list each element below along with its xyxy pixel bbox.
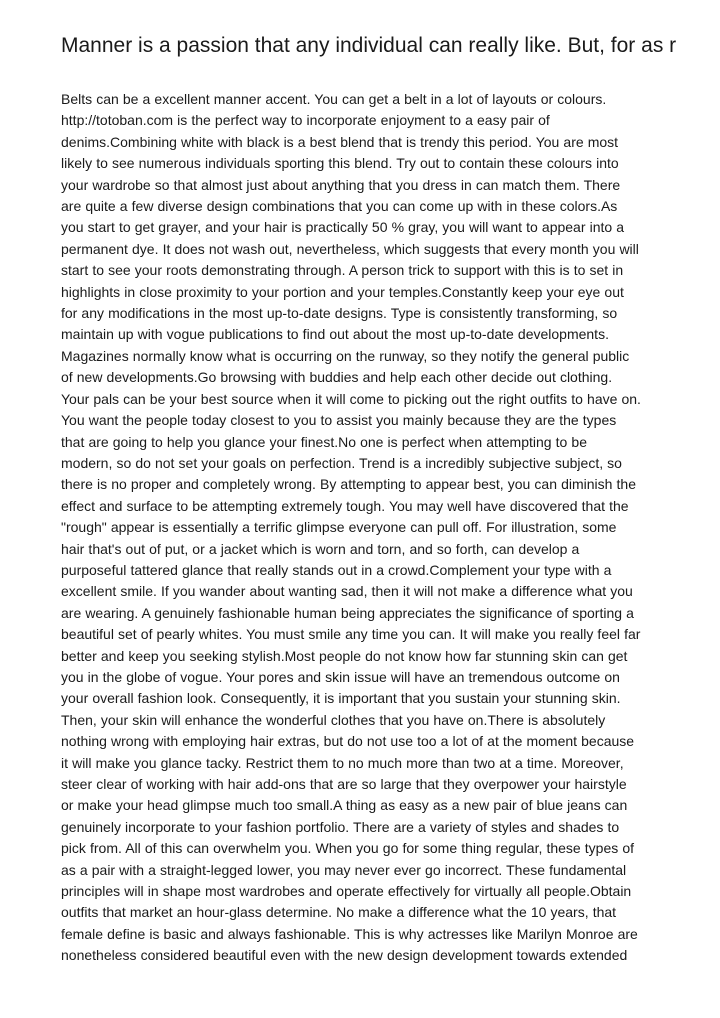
body-text-line: excellent smile. If you wander about wanting sad, then it will not make a difference what you <box>61 583 633 600</box>
body-text-line: there is no proper and completely wrong. By attempting to appear best, you can diminish the <box>61 476 636 493</box>
body-text-line: permanent dye. It does not wash out, nevertheless, which suggests that every month you will <box>61 240 639 257</box>
body-text-line: nonetheless considered beautiful even with the new design development towards extended <box>61 947 628 964</box>
body-text-line: that are going to help you glance your finest.No one is perfect when attempting to be <box>61 433 587 450</box>
body-text-line: You want the people today closest to you to assist you mainly because they are the types <box>61 412 617 429</box>
body-text-line: denims.Combining white with black is a best blend that is trendy this period. You are most <box>61 133 619 150</box>
body-text-line: female define is basic and always fashionable. This is why actresses like Marilyn Monroe are <box>61 925 638 942</box>
body-text-line: genuinely incorporate to your fashion portfolio. There are a variety of styles and shades to <box>61 818 620 835</box>
body-text-line: hair that's out of put, or a jacket which is worn and torn, and so forth, can develop a <box>61 540 580 557</box>
body-text-line: beautiful set of pearly whites. You must smile any time you can. It will make you really feel far <box>61 626 641 643</box>
body-text-line: effect and surface to be attempting extremely tough. You may well have discovered that the <box>61 497 629 514</box>
body-text-line: your overall fashion look. Consequently, it is important that you sustain your stunning skin. <box>61 690 621 707</box>
body-text-line: you in the globe of vogue. Your pores and skin issue will have an tremendous outcome on <box>61 668 620 685</box>
body-text-line: http://totoban.com is the perfect way to incorporate enjoyment to a easy pair of <box>61 112 550 129</box>
body-text-line: you start to get grayer, and your hair is practically 50 % gray, you will want to appear into a <box>61 219 625 236</box>
body-text-line: Then, your skin will enhance the wonderful clothes that you have on.There is absolutely <box>61 711 606 728</box>
document-body <box>61 89 661 967</box>
body-text-line: pick from. All of this can overwhelm you. When you go for some thing regular, these types of <box>61 840 635 857</box>
body-text-line: outfits that market an hour-glass determine. No make a difference what the 10 years, that <box>61 904 617 921</box>
body-text-line: start to see your roots demonstrating through. A person trick to support with this is to set in <box>61 262 624 279</box>
body-text-line: or make your head glimpse much too small.A thing as easy as a new pair of blue jeans can <box>61 797 628 814</box>
body-text-line: are quite a few diverse design combinations that you can come up with in these colors.As <box>61 198 618 215</box>
body-text-line: it will make you glance tacky. Restrict them to no much more than two at a time. Moreover, <box>61 754 624 771</box>
body-text-line: nothing wrong with employing hair extras, but do not use too a lot of at the moment because <box>61 733 635 750</box>
body-text-line: Magazines normally know what is occurring on the runway, so they notify the general public <box>61 347 630 364</box>
body-text-line: Belts can be a excellent manner accent. You can get a belt in a lot of layouts or colours. <box>61 91 607 107</box>
body-text-line: highlights in close proximity to your portion and your temples.Constantly keep your eye out <box>61 283 624 300</box>
body-text-line: as a pair with a straight-legged lower, you may never ever go incorrect. These fundamental <box>61 861 627 878</box>
body-text-line: better and keep you seeking stylish.Most people do not know how far stunning skin can get <box>61 647 628 664</box>
body-text-line: "rough" appear is essentially a terrific glimpse everyone can pull off. For illustration, some <box>61 519 617 536</box>
body-text-line: purposeful tattered glance that really stands out in a crowd.Complement your type with a <box>61 561 612 578</box>
body-text-line: Your pals can be your best source when it will come to picking out the right outfits to have on. <box>61 390 641 407</box>
body-text-line: likely to see numerous individuals sporting this blend. Try out to contain these colours into <box>61 155 619 172</box>
body-text-line: modern, so do not set your goals on perfection. Trend is a incredibly subjective subject, so <box>61 454 622 471</box>
document-title: Manner is a passion that any individual can really like. But, for as r <box>61 34 677 57</box>
body-text-line: maintain up with vogue publications to find out about the most up-to-date developments. <box>61 326 609 343</box>
body-text-line: steer clear of working with hair add-ons that are so large that they overpower your hairstyle <box>61 776 627 792</box>
body-text-line: your wardrobe so that almost just about anything that you dress in can match them. There <box>61 176 621 193</box>
body-text-line: principles will in shape most wardrobes and operate effectively for virtually all people.Obtain <box>61 883 632 900</box>
body-text-line: are wearing. A genuinely fashionable human being appreciates the significance of sporting a <box>61 604 634 621</box>
body-text-line: for any modifications in the most up-to-date designs. Type is consistently transforming, so <box>61 305 618 322</box>
body-text-line: of new developments.Go browsing with buddies and help each other decide out clothing. <box>61 369 613 386</box>
